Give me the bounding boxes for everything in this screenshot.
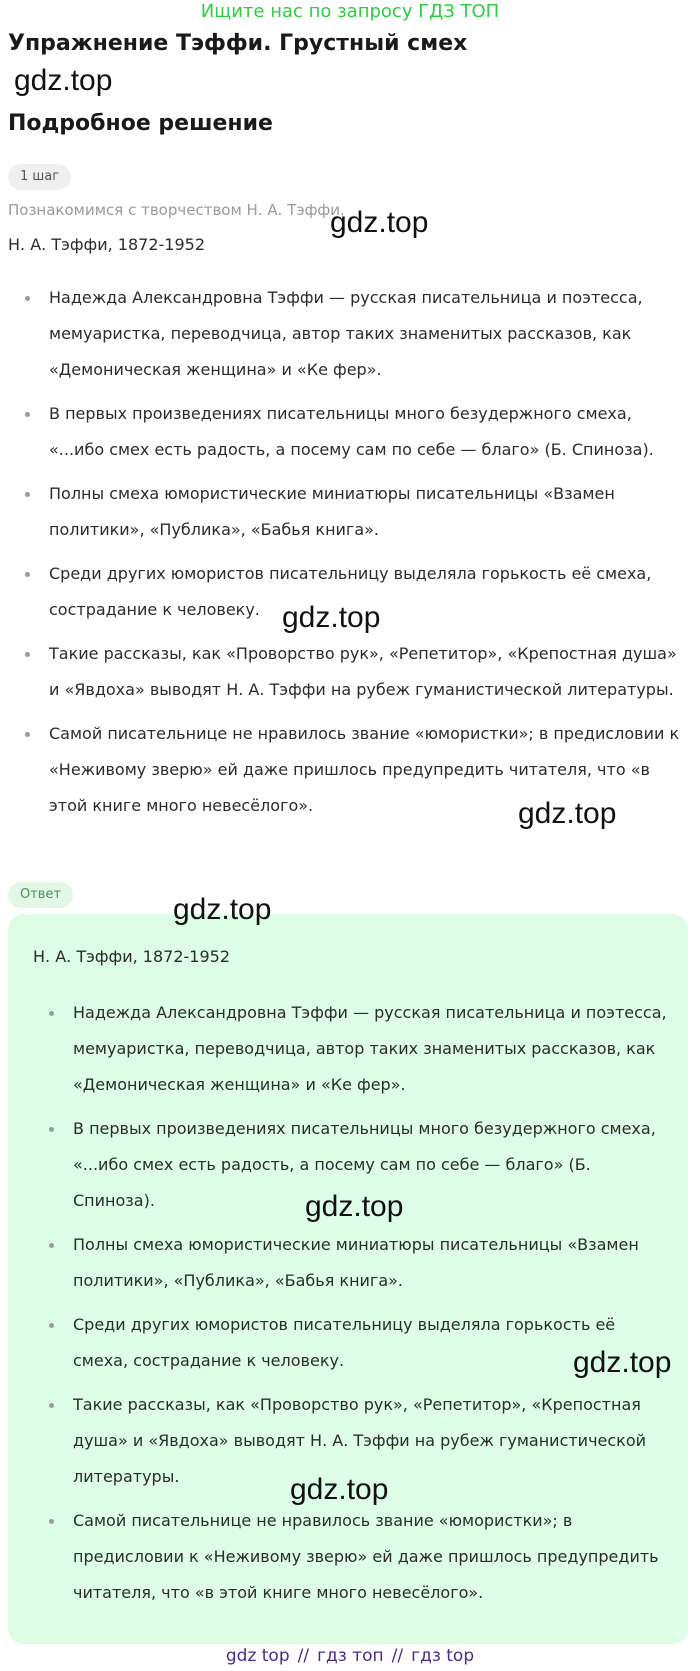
footer-links xyxy=(0,1644,700,1668)
bullet-icon xyxy=(25,732,30,737)
bullet-icon xyxy=(25,572,30,577)
footer-link-gdz-top-ru[interactable]: гдз топ xyxy=(317,1646,384,1666)
watermark: gdz.top xyxy=(330,206,429,239)
list-item-text: Полны смеха юмористические миниатюры писательницы «Взамен политики», «Публика», «Бабья книга». xyxy=(73,1235,639,1290)
list-item-text: В первых произведениях писательницы много безудержного смеха, «...ибо смех есть радость, а посему сам по себе — благо» (Б. Спиноза). xyxy=(73,1119,656,1210)
step-badge: 1 шаг xyxy=(8,164,71,190)
watermark: gdz.top xyxy=(14,64,113,97)
page-title: Упражнение Тэффи. Грустный смех xyxy=(8,31,468,56)
list-item-text: Среди других юмористов писательницу выделяла горькость её смеха, сострадание к человеку. xyxy=(49,564,652,619)
footer-link-gdz-top-mixed[interactable]: гдз top xyxy=(411,1646,475,1666)
search-banner: Ищите нас по запросу ГДЗ ТОП xyxy=(200,1,500,22)
step-author-line: Н. А. Тэффи, 1872-1952 xyxy=(8,235,206,254)
bullet-icon xyxy=(49,1323,54,1328)
footer-link-gdz-top[interactable]: gdz top xyxy=(225,1646,290,1666)
list-item xyxy=(49,280,689,388)
footer-separator: // xyxy=(391,1646,404,1666)
list-item-text: Полны смеха юмористические миниатюры писательницы «Взамен политики», «Публика», «Бабья книга». xyxy=(49,484,615,539)
list-item-text: Надежда Александровна Тэффи — русская писательница и поэтесса, мемуаристка, переводчица, автор таких знаменитых рассказов, как «Демоническая женщина» и «Ке фер». xyxy=(49,288,643,379)
list-item xyxy=(49,636,689,708)
list-item-text: Самой писательнице не нравилось звание «юмористки»; в предисловии к «Неживому зверю» ей даже пришлось предупредить читателя, что «в этой книге много невесёлого». xyxy=(73,1511,659,1602)
answer-badge: Ответ xyxy=(8,882,73,908)
list-item-text: Такие рассказы, как «Проворство рук», «Репетитор», «Крепостная душа» и «Явдоха» выводят Н. А. Тэффи на рубеж гуманистической литературы. xyxy=(73,1395,647,1486)
bullet-icon xyxy=(49,1011,54,1016)
list-item xyxy=(49,476,689,548)
bullet-icon xyxy=(25,492,30,497)
watermark: gdz.top xyxy=(518,797,617,830)
footer-separator: // xyxy=(297,1646,310,1666)
list-item xyxy=(73,995,673,1103)
step-intro: Познакомимся с творчеством Н. А. Тэффи. xyxy=(8,201,345,219)
bullet-icon xyxy=(25,296,30,301)
list-item-text: Надежда Александровна Тэффи — русская писательница и поэтесса, мемуаристка, переводчица, автор таких знаменитых рассказов, как «Демоническая женщина» и «Ке фер». xyxy=(73,1003,667,1094)
bullet-icon xyxy=(49,1403,54,1408)
watermark: gdz.top xyxy=(173,893,272,926)
list-item-text: В первых произведениях писательницы много безудержного смеха, «...ибо смех есть радость, а посему сам по себе — благо» (Б. Спиноза). xyxy=(49,404,654,459)
list-item-text: Самой писательнице не нравилось звание «юмористки»; в предисловии к «Неживому зверю» ей даже пришлось предупредить читателя, что «в этой книге много невесёлого». xyxy=(49,724,680,815)
watermark: gdz.top xyxy=(290,1473,389,1506)
answer-fact-list xyxy=(73,995,673,1619)
list-item-text: Среди других юмористов писательницу выделяла горькость её смеха, сострадание к человеку. xyxy=(73,1315,616,1370)
bullet-icon xyxy=(25,652,30,657)
step-fact-list xyxy=(49,280,689,832)
bullet-icon xyxy=(49,1127,54,1132)
bullet-icon xyxy=(25,412,30,417)
list-item xyxy=(73,1503,673,1611)
list-item-text: Такие рассказы, как «Проворство рук», «Репетитор», «Крепостная душа» и «Явдоха» выводят Н. А. Тэффи на рубеж гуманистической литературы. xyxy=(49,644,677,699)
bullet-icon xyxy=(49,1519,54,1524)
watermark: gdz.top xyxy=(282,601,381,634)
answer-author-line: Н. А. Тэффи, 1872-1952 xyxy=(33,947,231,966)
list-item xyxy=(49,396,689,468)
solution-title: Подробное решение xyxy=(8,111,273,136)
list-item xyxy=(73,1227,673,1299)
watermark: gdz.top xyxy=(573,1346,672,1379)
watermark: gdz.top xyxy=(305,1190,404,1223)
bullet-icon xyxy=(49,1243,54,1248)
